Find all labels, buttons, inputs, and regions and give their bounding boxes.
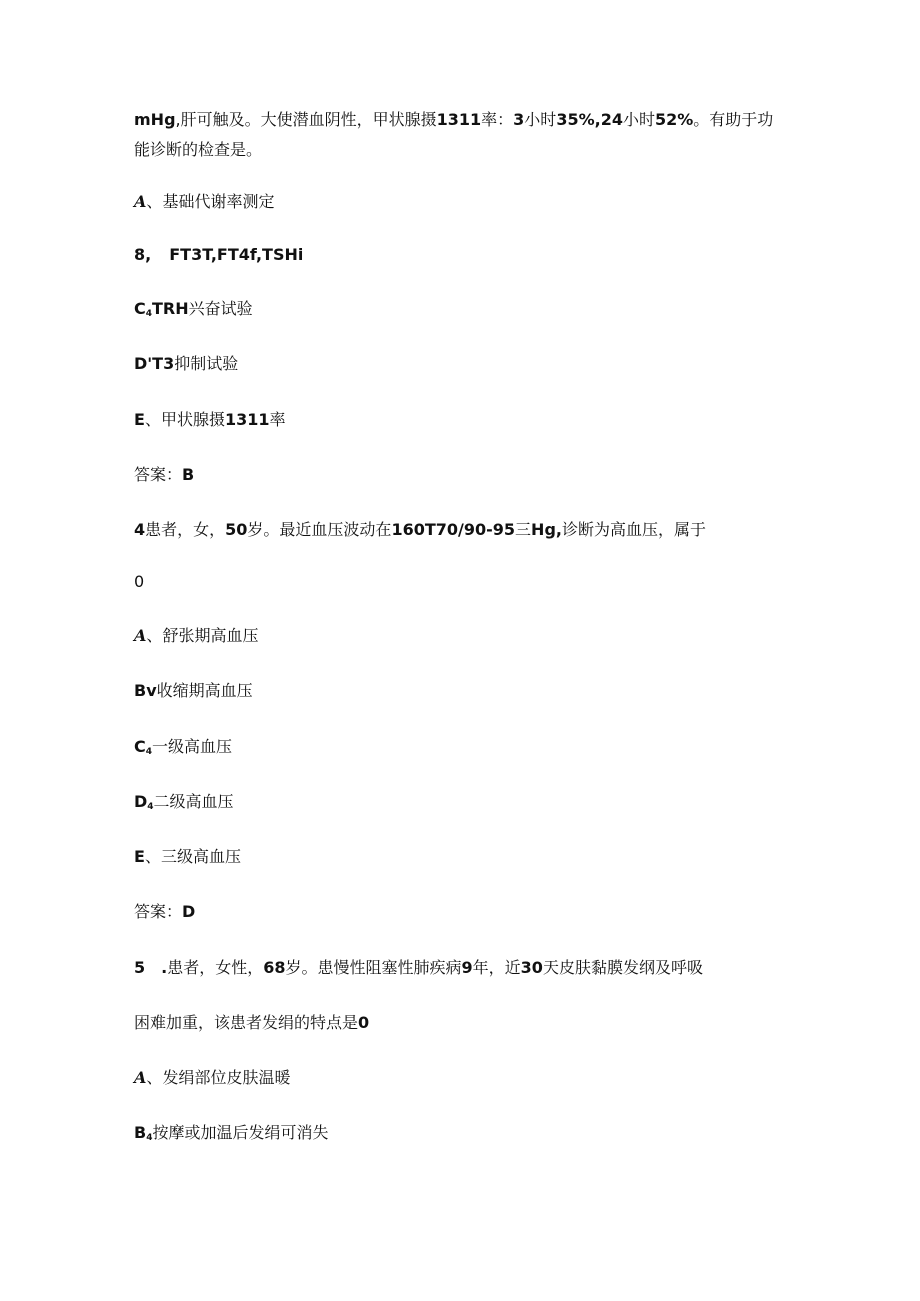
q3-stem-code: 1311 (436, 110, 482, 129)
option-letter: C (134, 737, 146, 756)
option-text: 二级高血压 (153, 792, 234, 811)
q3-stem-text-3: 小时 (524, 110, 557, 129)
q4-stem-text-4: 诊断为高血压，属于 (561, 520, 706, 539)
option-text: FT3T,FT4f,TSHi (169, 245, 304, 264)
q4-stem (134, 520, 706, 540)
q5-stem-years: 9 (461, 958, 473, 977)
q3-stem-line1 (134, 110, 773, 130)
answer-value: D (182, 902, 196, 921)
q3-option-a (134, 192, 274, 212)
question-number: 4 (134, 520, 146, 539)
q4-option-b (134, 681, 253, 701)
option-letter: A (134, 626, 147, 645)
q5-option-b (134, 1123, 328, 1148)
option-letter: A (134, 1068, 147, 1087)
q4-option-c (134, 737, 232, 762)
q4-stem-value: 160T70/90-95 (391, 520, 516, 539)
answer-label: 答案： (134, 902, 183, 921)
option-separator: 、 (144, 410, 161, 429)
q5-stem-line2 (134, 1013, 369, 1033)
option-text: 一级高血压 (152, 737, 233, 756)
q3-stem-unit: mHg (134, 110, 176, 129)
option-text: 兴奋试验 (188, 299, 253, 318)
q3-stem-text: ,肝可触及。大使潜血阴性，甲状腺摄 (175, 110, 437, 129)
q5-stem-text-5: 困难加重，该患者发绢的特点是 (134, 1013, 359, 1032)
option-letter: A (134, 192, 147, 211)
q5-stem-paren: 0 (358, 1013, 370, 1032)
option-sub: 4 (147, 802, 154, 812)
q3-option-d (134, 354, 238, 374)
q3-stem-num-2: 35%,24 (556, 110, 623, 129)
option-separator: 、 (146, 192, 163, 211)
question-dot: . (161, 958, 168, 977)
option-text: 抑制试验 (174, 354, 239, 373)
q4-stem-text: 患者，女， (145, 520, 226, 539)
option-letter: E (134, 410, 145, 429)
option-letter: B (134, 1123, 147, 1142)
q4-stem-age: 50 (225, 520, 248, 539)
option-text: 舒张期高血压 (162, 626, 259, 645)
option-letter: C (134, 299, 146, 318)
option-letter: 8, (134, 245, 152, 264)
answer-value: B (182, 465, 195, 484)
q4-stem-unit: Hg, (531, 520, 562, 539)
q4-answer (134, 902, 195, 922)
option-text: 收缩期高血压 (156, 681, 253, 700)
q3-stem-text-4: 小时 (622, 110, 655, 129)
option-letter: Bv (134, 681, 157, 700)
q3-stem-num: 3 (513, 110, 525, 129)
q4-stem-text-3: 三 (515, 520, 532, 539)
q4-option-e (134, 847, 241, 867)
q5-stem-text-3: 年，近 (472, 958, 521, 977)
option-letter: D (134, 792, 148, 811)
option-text: 甲状腺摄 (160, 410, 225, 429)
q3-option-b (134, 245, 303, 265)
q5-stem-text-4: 天皮肤黏膜发纲及呼吸 (542, 958, 703, 977)
q3-stem-text-5: 。有助于功 (693, 110, 774, 129)
option-sub: 4 (145, 309, 153, 319)
q3-option-c (134, 299, 253, 324)
q5-stem-text: 患者，女性， (167, 958, 264, 977)
q5-option-a (134, 1068, 290, 1088)
question-number: 5 (134, 958, 146, 977)
option-text: 按摩或加温后发绢可消失 (152, 1123, 329, 1142)
q5-stem-age: 68 (263, 958, 286, 977)
q3-stem-num-3: 52% (654, 110, 694, 129)
option-code: 1311 (224, 410, 270, 429)
q3-stem-line2: 能诊断的检查是。 (134, 140, 263, 159)
option-letter: D'T3 (134, 354, 175, 373)
q5-stem-days: 30 (520, 958, 543, 977)
q5-stem-line1 (134, 958, 703, 978)
q3-option-e (134, 410, 286, 430)
q4-stem-text-2: 岁。最近血压波动在 (247, 520, 392, 539)
option-text: 三级高血压 (160, 847, 241, 866)
option-separator: 、 (144, 847, 161, 866)
q3-stem-text-2: 率： (481, 110, 514, 129)
option-text-tail: 率 (269, 410, 286, 429)
option-text: 基础代谢率测定 (162, 192, 275, 211)
option-sub: 4 (146, 1133, 153, 1143)
option-letter: E (134, 847, 145, 866)
option-sub: 4 (145, 747, 153, 757)
option-code: TRH (152, 299, 189, 318)
answer-label: 答案： (134, 465, 183, 484)
q3-answer (134, 465, 194, 485)
q4-option-d (134, 792, 234, 817)
option-text: 发绢部位皮肤温暖 (162, 1068, 291, 1087)
option-separator: 、 (146, 626, 163, 645)
option-separator: 、 (146, 1068, 163, 1087)
q5-stem-text-2: 岁。患慢性阻塞性肺疾病 (285, 958, 462, 977)
q4-paren: 0 (134, 572, 145, 591)
q4-option-a (134, 626, 258, 646)
